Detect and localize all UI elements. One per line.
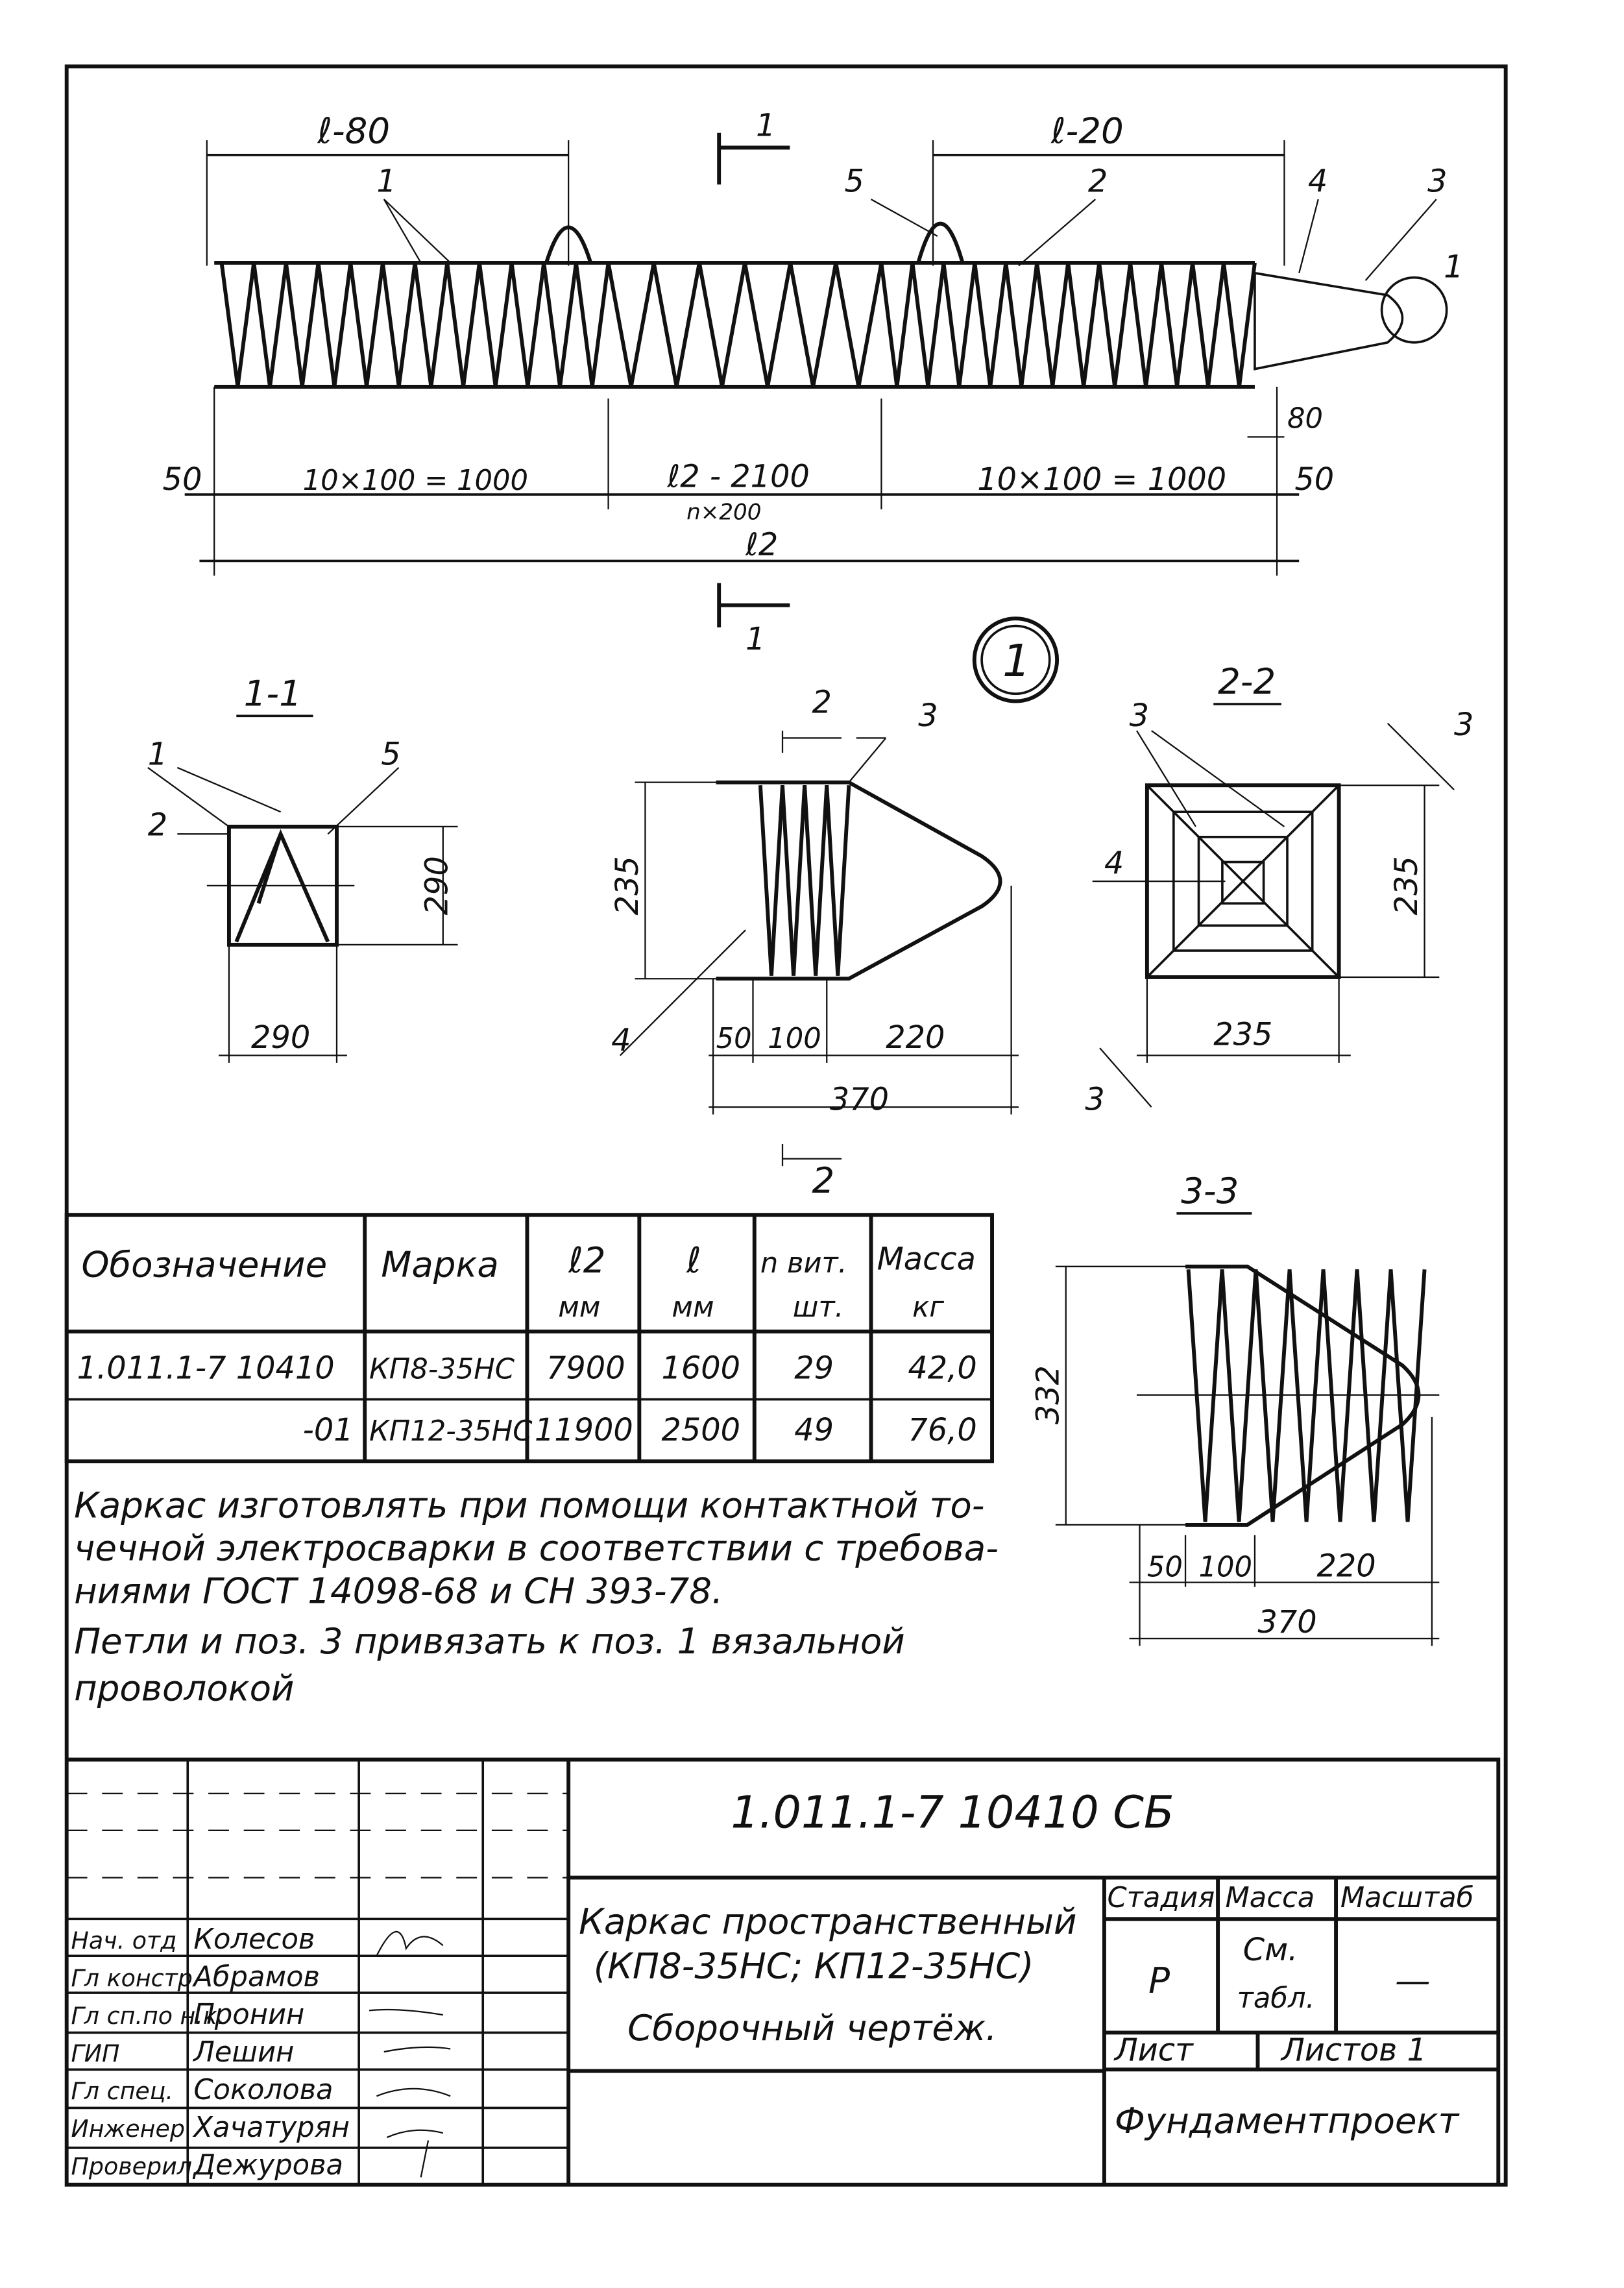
cell: 2500 — [661, 1413, 741, 1449]
spiral-wire — [760, 785, 849, 975]
unit-l: мм — [672, 1291, 714, 1324]
signer-name: Колесов — [193, 1923, 315, 1956]
mass-value-2: табл. — [1237, 1982, 1315, 2015]
pos-4: 4 — [1104, 846, 1124, 882]
section-mark-2: 2 — [812, 685, 832, 721]
mass-label: Масса — [1225, 1882, 1315, 1915]
dim-total: ℓ2 — [745, 527, 779, 563]
cell: КП8-35НС — [369, 1353, 515, 1386]
dim-370: 370 — [1257, 1604, 1317, 1640]
dim-height: 235 — [1389, 856, 1425, 916]
cell: 49 — [794, 1413, 834, 1449]
pos-4: 4 — [1307, 164, 1328, 200]
cell: 7900 — [546, 1350, 625, 1387]
section-mark-3-bottom: 3 — [1085, 1082, 1105, 1118]
scale-value: — — [1395, 1960, 1431, 2002]
dim-height: 332 — [1030, 1365, 1067, 1425]
pos-2: 2 — [1087, 164, 1108, 200]
dim-width: 235 — [1213, 1017, 1273, 1053]
cell: КП12-35НС — [369, 1415, 533, 1448]
signer-role: Инженер — [71, 2114, 185, 2143]
dim-seg-left: 10×100 = 1000 — [302, 465, 529, 498]
dim-l-80: ℓ-80 — [317, 110, 391, 152]
pos-3: 3 — [1427, 164, 1448, 200]
title-line-2: (КП8-35НС; КП12-35НС) — [593, 1945, 1034, 1987]
signer-name: Пронин — [193, 1998, 305, 2031]
spiral-wire — [222, 263, 1255, 387]
unit-mass: кг — [912, 1291, 945, 1324]
section-1-1 — [148, 672, 458, 1063]
cell: 1600 — [661, 1350, 741, 1387]
dim-80: 80 — [1287, 402, 1323, 435]
pos-3: 3 — [1129, 698, 1149, 735]
section-3-3 — [1030, 1170, 1439, 1646]
title-block — [67, 1760, 1499, 2185]
pos-4: 4 — [611, 1023, 631, 1059]
pos-2: 2 — [147, 807, 168, 844]
header-mass: Масса — [877, 1241, 976, 1278]
title-line-1: Каркас пространственный — [579, 1901, 1077, 1943]
header-designation: Обозначение — [81, 1243, 328, 1285]
section-2-2-title: 2-2 — [1218, 661, 1276, 703]
unit-l2: мм — [558, 1291, 601, 1324]
dim-height: 235 — [610, 856, 646, 916]
note-line: ниями ГОСТ 14098-68 и СН 393-78. — [74, 1570, 723, 1612]
section-mark-top: 1 — [756, 108, 776, 144]
sheet-frame — [67, 66, 1506, 2184]
section-mark-2-bottom: 2 — [812, 1160, 835, 1202]
dim-seg-right: 10×100 = 1000 — [977, 462, 1227, 498]
pos-1: 1 — [147, 736, 168, 773]
dim-220: 220 — [886, 1020, 945, 1056]
organization: Фундаментпроект — [1114, 2100, 1459, 2142]
dim-50: 50 — [716, 1023, 752, 1056]
spiral-wire — [222, 263, 609, 387]
note-line: Каркас изготовлять при помощи контактной то- — [74, 1484, 985, 1526]
dim-mid: ℓ2 - 2100 — [667, 459, 810, 495]
note-line: проволокой — [74, 1667, 295, 1709]
signer-name: Абрамов — [193, 1960, 320, 1993]
dim-mid-sub: n×200 — [686, 499, 762, 526]
title-line-3: Сборочный чертёж. — [627, 2006, 997, 2049]
pos-3: 3 — [918, 698, 938, 735]
pos-1: 1 — [376, 164, 396, 200]
stage-label: Стадия — [1107, 1882, 1215, 1915]
sheets-label: Листов 1 — [1281, 2032, 1427, 2069]
pos-5: 5 — [844, 164, 864, 200]
note-line: чечной электросварки в соответствии с требова- — [74, 1527, 999, 1569]
signer-name: Дежурова — [193, 2148, 344, 2182]
detail-marker: 1 — [1002, 635, 1031, 687]
header-l2: ℓ2 — [568, 1239, 606, 1281]
sheet-label: Лист — [1114, 2032, 1193, 2069]
section-mark-bottom: 1 — [745, 621, 766, 657]
dim-width: 290 — [251, 1020, 311, 1056]
dim-100: 100 — [768, 1023, 821, 1056]
document-code: 1.011.1-7 10410 СБ — [731, 1787, 1174, 1839]
callout-1: 1 — [1444, 249, 1464, 286]
section-2-2 — [1085, 661, 1473, 1118]
header-n: n вит. — [760, 1247, 847, 1280]
dim-height: 290 — [419, 856, 455, 916]
signer-role: ГИП — [71, 2039, 120, 2067]
cell: 1.011.1-7 10410 — [77, 1350, 335, 1387]
section-1-1-title: 1-1 — [243, 672, 302, 714]
cell: 76,0 — [908, 1413, 977, 1449]
dim-100: 100 — [1198, 1551, 1253, 1584]
pos-5: 5 — [381, 736, 401, 773]
cell: 29 — [794, 1350, 834, 1387]
signer-role: Гл спец. — [71, 2076, 174, 2105]
dim-50-right: 50 — [1294, 462, 1335, 498]
signer-name: Соколова — [193, 2073, 333, 2106]
cell: -01 — [302, 1413, 354, 1449]
signer-role: Гл констр — [71, 1964, 193, 1992]
elevation-view — [163, 108, 1464, 657]
dim-50: 50 — [1146, 1551, 1183, 1584]
detail-1 — [610, 685, 1019, 1201]
unit-n: шт. — [792, 1291, 844, 1324]
header-l: ℓ — [686, 1239, 701, 1281]
note-line: Петли и поз. 3 привязать к поз. 1 вязальной — [74, 1620, 905, 1662]
mass-value-1: См. — [1242, 1932, 1298, 1968]
stage-value: Р — [1148, 1960, 1170, 2002]
spiral-wire — [881, 263, 1255, 387]
section-3-3-title: 3-3 — [1181, 1169, 1239, 1211]
cell: 11900 — [534, 1413, 633, 1449]
specification-table — [67, 1215, 992, 1461]
dim-220: 220 — [1316, 1548, 1376, 1585]
signer-role: Гл сп.по н.к. — [71, 2001, 225, 2030]
spiral-wire — [609, 263, 882, 387]
header-mark: Марка — [381, 1243, 499, 1285]
signer-name: Хачатурян — [193, 2111, 350, 2144]
signer-role: Проверил — [71, 2152, 193, 2180]
scale-label: Масштаб — [1340, 1882, 1474, 1915]
dim-50-left: 50 — [162, 462, 202, 498]
notes — [74, 1485, 999, 1709]
dim-370: 370 — [829, 1082, 889, 1118]
cell: 42,0 — [908, 1350, 977, 1387]
section-mark-3: 3 — [1454, 707, 1474, 743]
dim-l-20: ℓ-20 — [1051, 110, 1124, 152]
signer-name: Лешин — [193, 2036, 295, 2069]
signer-role: Нач. отд — [71, 1926, 177, 1954]
